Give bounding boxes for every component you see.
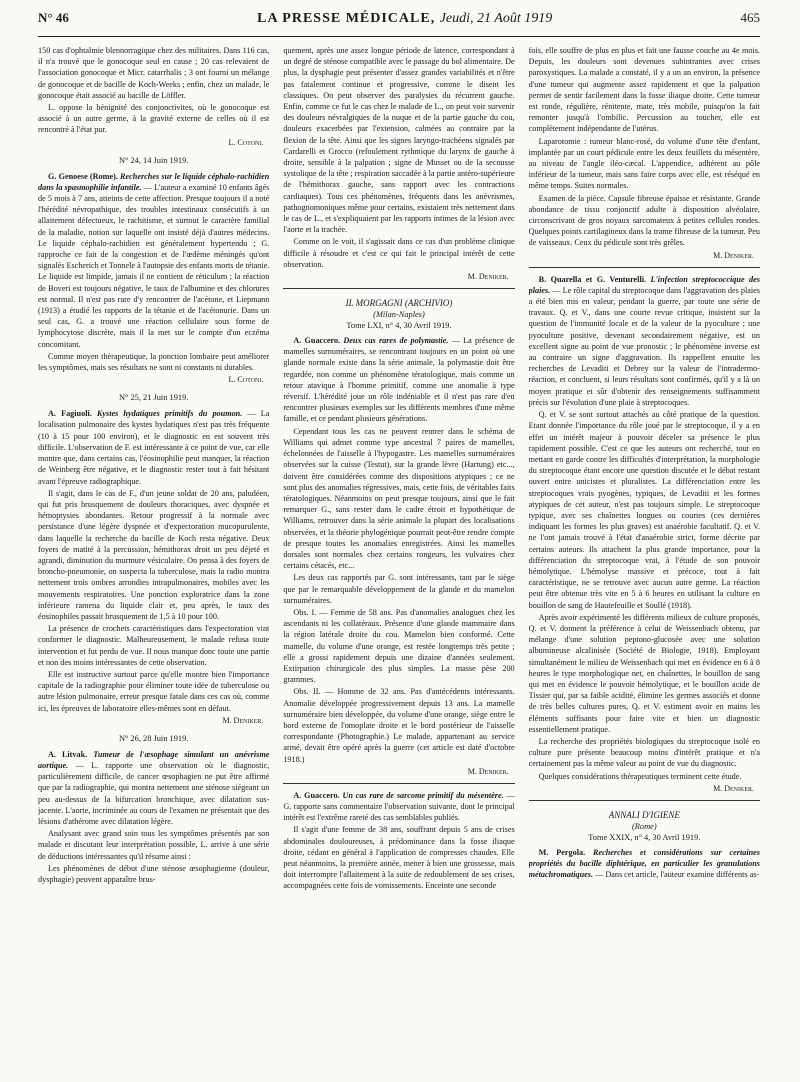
divider bbox=[283, 783, 514, 784]
signature: L. Cotoni. bbox=[228, 137, 264, 147]
article-author: M. Pergola. bbox=[538, 847, 586, 857]
paragraph: Il s'agit d'une femme de 38 ans, souffrant depuis 5 ans de crises abdominales douloureuses, à prédominance dans la fosse iliaque droite, cédant en général à l'application de compresses chaudes. Elle peut néanmoins, la première année, mener à bien une grossesse, mais doit interrompre l'allaitement à la suite de redoublement de ses crises, accompagnées cette fois de vomissements. Enceinte une seconde bbox=[283, 825, 515, 891]
article-title: Kystes hydatiques primitifs du poumon. bbox=[96, 409, 243, 419]
journal-volume: Tome LXI, n° 4, 30 Avril 1919. bbox=[346, 321, 452, 331]
paragraph: Laparotomie : tumeur blanc-rosé, du volume d'une tête d'enfant, implantée par un court pédicule entre les deux feuillets du mésentère, au niveau de l'angle iléo-cæcal. L'appendice, adhérent au pôle inférieur de la tumeur, mais sans faire corps avec elle, est réséqué en même temps. Suites normales. bbox=[528, 136, 760, 191]
article-author: B. Quarella et G. Venturelli. bbox=[538, 274, 647, 284]
journal-title: ANNALI D'IGIENE bbox=[608, 809, 680, 820]
paragraph: Analysant avec grand soin tous les symptômes présentés par son malade et discutant leur interprétation possible, L. arrive à une série de déductions intéressantes qu'il résume ainsi : bbox=[38, 829, 270, 861]
paragraph: quement, après une assez longue période de latence, correspondant à un degré de sténose compatible avec le passage du bol alimentaire. De plus, la dysphagie peut présenter d'assez grandes variabilités et n'être pas fatalement continue et progressive, comme le disent les classiques. On peut observer des paralysies du récurrent gauche. Enfin, comme ce fut le cas chez le malade de L., on peut voir survenir des douleurs névralgiques de la nuque et de la partie gauche du cou, douleurs exacerbées par l'extension, calmées au contraire par la flexion de la tête. Ainsi que les signes laryngo-trachéens signalés par Cardarelli et Grocco (refoulement rythmique du larynx de gauche à droite, sensible à la palpation ; signe de Musset ou de la secousse systolique de la tête ; respiration saccadée à la partie antéro-supérieure de l'hémithorax gauche, sans rapport avec les contractions cardiaques). Tous ces phénomènes, fréquents dans les anévrismes, pathognomoniques même pour certains, existaient très nettement dans le cas de L., et s'expliquaient par les rapports intimes de la lésion avec l'aorte et la trachée. bbox=[283, 46, 515, 235]
article-body: — La présence de mamelles surnuméraires, se rencontrant toujours en un point où une glande normale existe dans la série animale, la polymastie doit être regardée, non comme un phénomène tératologique, mais comme un retour atavique à l'homme primitif, comme une anomalie à type réversif. L'hérédité joue un rôle indéniable et il n'est pas rare d'en rencontrer plusieurs exemples sur les différents membres d'une même famille, et ce pendant plusieurs générations. bbox=[283, 336, 515, 424]
paragraph: Les deux cas rapportés par G. sont intéressants, tant par le siège que par le remarquable développement de la glande et du mamelon surnuméraires. bbox=[283, 573, 515, 605]
signature: M. Deniker. bbox=[713, 250, 754, 260]
article-author: A. Litvak. bbox=[48, 749, 88, 759]
article bbox=[529, 847, 760, 881]
signature: M. Deniker. bbox=[222, 715, 264, 725]
journal-location: (Milan-Naples) bbox=[373, 310, 425, 320]
divider bbox=[529, 800, 760, 801]
paragraph: La recherche des propriétés biologiques du streptocoque isolé en culture pure présente beaucoup moins d'intérêt pratique et n'a certainement pas la même valeur au point de vue du diagnostic. bbox=[528, 736, 760, 769]
page-number: 465 bbox=[740, 10, 760, 25]
signature: M. Deniker. bbox=[713, 783, 754, 793]
page-header bbox=[38, 10, 760, 37]
article-author: A. Guaccero. bbox=[293, 336, 341, 346]
paragraph: Obs. II. — Homme de 32 ans. Pas d'antécédents intéressants. Anomalie développée progressivement depuis 13 ans. La mamelle surnuméraire bien développée, du volume d'une orange, siège entre le bord externe de l'omoplate droite et le bord postérieur de l'aisselle correspondante (Photographie.) Le malade, appartenant au service armé, devait être opéré après la guerre (cet article est daté d'octobre 1918.) bbox=[283, 687, 515, 764]
issue-number: N° 46 bbox=[38, 10, 69, 25]
paragraph: Cependant tous les cas ne peuvent rentrer dans le schéma de Williams qui admet comme type ancestral 7 paires de mamelles, échelonnées de l'aisselle à l'hypogastre. Les mamelles surnuméraires observées sur la cuisse (Testut), sur la grande lèvre (Hartung) etc..., doivent être considérées comme des dispositions atypiques ; ce ne sont plus des anomalies régressives, mais, cette fois, de véritables faits tératologiques. Néanmoins on peut presque toujours, ainsi que le fait remarquer G., sans rester dans le cadre étroit et hypothétique de Williams, retrouver dans la série animale la plupart des localisations observées, et la théorie phylogénique pourrait peut-être rendre compte de presque toutes les anomalies enregistrées. Ainsi les mamelles dorsales sont normales chez certains rongeurs, les vulvaires chez certains cétacés, etc... bbox=[283, 426, 515, 571]
paragraph: fois, elle souffre de plus en plus et fait une fausse couche au 4e mois. Depuis, les douleurs sont devenues subintrantes avec crises paroxystiques. La malade a constaté, il y a un an environ, la présence d'une tumeur qui augmente assez rapidement et que la palpation permet de sentir facilement dans la fosse iliaque droite. Cette tumeur est ronde, régulière, rénitente, mate, très mobile, puisqu'on la fait remonter jusqu'à l'ombilic. Percussion au toucher, elle est complètement indépendante de l'utérus. bbox=[528, 46, 760, 134]
article-body: — L'auteur a examiné 10 enfants âgés de 5 mois à 7 ans, atteints de cette affection. Presque toujours il a noté l'hérédité névropathique, des troubles intestinaux consécutifs à un allaitement défectueux, le rachitisme, et surtout le caractère familial de la maladie, notion sur laquelle ont insisté déjà d'autres médecins. Le liquide céphalo-rachidien est généralement hypertendu ; G. rapproche ce fait de la congestion et de l'œdème méningés qu'ont signalés Escherich et Tonnele à l'autopsie des enfants morts de tétanie. Le liquide est limpide, jamais il ne contient de réticulum ; la réaction de Boveri est toujours négative, le taux de l'albumine et des chlorures est normal. Il n'est pas rare d'y rencontrer de l'acétone, et Liepmann (1913) a étudié les rapports de la tétanie et de l'acétonurie. Dans un seul cas, G. a trouvé une réaction cellulaire sous forme de lymphocytose discrète, mais il la met sur le compte d'un eczéma concomitant. bbox=[38, 182, 270, 349]
paragraph: Obs. I. — Femme de 58 ans. Pas d'anomalies analogues chez les ascendants ni les collatéraux. Présence d'une glande mammaire dans la région latérale droite du cou. Mamelon bien conformé. Cette mamelle, du volume d'une orange, est restée longtemps très petite ; elle a grossi rapidement depuis une dizaine d'années seulement. Extirpation chirurgicale des plus simples. La masse pèse 200 grammes. bbox=[283, 607, 515, 685]
article-author: A. Fagiuoli. bbox=[48, 409, 92, 419]
paragraph: Elle est instructive surtout parce qu'elle montre bien l'importance capitale de la radiographie pour éliminer toute idée de tuberculose ou autre lésion pulmonaire, erreur presque fatale dans ces cas où, comme ici, les épreuves de laboratoire elles-mêmes sont en défaut. bbox=[38, 669, 270, 713]
article-body: — L. rapporte une observation où le diagnostic, particulièrement difficile, de cancer œsophagien ne put être affirmé que par la radiographie, qui montra nettement une sténose siégeant un peu au-dessus de la bifurcation bronchique, avec dilatation sus-jacente. L'aorte, incriminée au cours de l'examen ne présentait que des lésions d'athérome avec dilatation légère. bbox=[38, 760, 270, 826]
paragraph: L. oppose la bénignité des conjonctivites, où le gonocoque est associé à un autre germe, à la gravité externe de celles où il est rencontré à l'état pur. bbox=[38, 103, 270, 135]
paragraph: La présence de crochets caractéristiques dans l'expectoration vint conformer le diagnostic. Malheureusement, le malade refusa toute intervention et fut perdu de vue. Il nous manque donc toute une partie et non des moins intéressantes de cette observation. bbox=[38, 624, 270, 667]
article bbox=[38, 408, 269, 486]
paragraph: Après avoir expérimenté les différents milieux de culture proposés, Q. et V. donnent la préférence à celui de Weissenbach obtenu, par mélange d'une solution peptono-glucosée avec une solution albumineuse alcalinisée (Société de Biologie, 1918). Employant simultanément le milieu de Weissenbach qui met en évidence en 6 à 8 heures le type morphologique net, en chaînettes, le bouillon de sang qui met en évidence le pouvoir hémolytique, et le bouillon acide de Tissier qui, par sa faible acidité, élimine les germes associés et donne de très belles cultures pures, Q. et V. estiment avoir en mains les éléments suffisants pour faire vite et bien un diagnostic essentiellement pratique. bbox=[528, 612, 760, 734]
article-body: — Dans cet article, l'auteur examine différents as- bbox=[595, 870, 760, 880]
article-body: — La localisation pulmonaire des kystes hydatiques n'est pas très fréquente (10 à 15 pour 100 environ), et le diagnostic en est souvent très difficile. L'observation de F. est intéressante à ce point de vue, car elle montre que, dans certains cas, l'éosinophilie peut manquer, la réaction de Weinberg être négative, et le diagnostic rester tout à fait hésitant avant l'épreuve radiographique. bbox=[38, 409, 270, 486]
article-title: Un cas rare de sarcome primitif du mésentère. bbox=[342, 790, 504, 800]
article-author: A. Guaccero. bbox=[293, 790, 340, 800]
issue-separator: N° 24, 14 Juin 1919. bbox=[118, 155, 189, 165]
column-3 bbox=[529, 45, 760, 1075]
article-columns bbox=[38, 45, 760, 1075]
paragraph: Comme moyen thérapeutique, la ponction lombaire peut améliorer les symptômes, mais ses résultats ne sont ni constants ni durables. bbox=[38, 351, 270, 373]
issue-date: Jeudi, 21 Août 1919 bbox=[439, 11, 553, 26]
paragraph: 150 cas d'ophtalmie blennorragique chez des militaires. Dans 116 cas, il n'a trouvé que le gonocoque seul en cause ; 20 cas relevaient de l'association gonocoque et Micr. catarrhalis ; 3 ont fourni un mélange de gonocoque et de bacille de Koch-Weeks ; enfin, chez un malade, le gonocoque était associé au bacille de Löffler. bbox=[38, 46, 270, 100]
paragraph: Examen de la pièce. Capsule fibreuse épaisse et résistante. Grande abondance de tissu conjonctif adulte à disposition alvéolaire, circonscrivant de gros noyaux sarcomateux à petites cellules rondes. Quelques points cartilagineux dans la trame fibreuse de la tumeur. Peu de vaisseaux. Ceux du pédicule sont très grêles. bbox=[528, 193, 760, 248]
journal-name: LA PRESSE MÉDICALE, bbox=[257, 11, 436, 26]
article bbox=[38, 749, 269, 827]
issue-separator: N° 25, 21 Juin 1919. bbox=[118, 393, 189, 403]
signature: M. Deniker. bbox=[467, 272, 509, 282]
signature: M. Deniker. bbox=[467, 766, 509, 776]
column-1 bbox=[38, 45, 269, 1075]
journal-location: (Rome) bbox=[631, 821, 657, 831]
article bbox=[38, 171, 269, 350]
journal-title: IL MORGAGNI (ARCHIVIO) bbox=[345, 298, 453, 309]
article-author: G. Genoese (Rome). bbox=[48, 171, 118, 181]
article-title: Tumeur de l'œsophage simulant un anévrisme aortique. bbox=[38, 749, 270, 770]
divider bbox=[529, 267, 760, 268]
article bbox=[283, 335, 514, 425]
divider bbox=[283, 288, 514, 289]
column-2 bbox=[283, 45, 514, 1075]
paragraph: Les phénomènes de début d'une sténose œsophagienne (douleur, dysphagie) peuvent apparaître brus- bbox=[38, 863, 270, 884]
article-title: Recherches et considérations sur certaines propriétés du bacille diphtérique, en particulier les granulations métachromatiques. bbox=[528, 847, 760, 880]
article bbox=[283, 790, 514, 824]
article-body: — Le rôle capital du streptocoque dans l'aggravation des plaies a été bien mis en valeur, pendant la guerre, par toute une série de travaux. Q. et V., dans une courte revue critique, insistent sur la question de l'immunité locale et de la valeur de la pyoculture ; une pyoculture positive, devenant secondairement négative, est un excellent signe au point de vue pronostic ; le phénomène inverse est au contraire un signe d'aggravation. Ils rappellent ensuite les recherches de Levaditi et Debrey sur la valeur de l'intradermo-réaction, et concluent, si leurs résultats sont confirmés, qu'il y a là un moyen pratique et sûr d'obtenir des renseignements suffisamment précis sur l'évolution d'une plaie à streptocoques. bbox=[528, 285, 760, 407]
article-title: Recherches sur le liquide céphalo-rachidien dans la spasmophilie infantile. bbox=[38, 171, 270, 192]
article-body: — G. rapporte sans commentaire l'observation suivante, dont le principal intérêt est l'extrême rareté des cas semblables publiés. bbox=[283, 790, 515, 823]
paragraph: Comme on le voit, il s'agissait dans ce cas d'un problème clinique difficile à résoudre et c'est ce qui fait le principal intérêt de cette observation. bbox=[283, 237, 515, 269]
article bbox=[529, 274, 760, 408]
paragraph: Il s'agit, dans le cas de F., d'un jeune soldat de 20 ans, paludéen, qui fut pris brusquement de douleurs thoraciques, avec dyspnée et hémoptysies abondantes. Retour progressif à la normale avec persistance d'une légère dyspnée et d'expectoration mucopurulente, dans laquelle la recherche du bacille de Koch resta négative. Deux foyers de matité à la percussion, hémithorax droit un peu déjeté et agrandi, diminution du murmure vésiculaire. On pensa à des foyers de broncho-pneumonie, on suspecta la tuberculose, mais la radio montra nettement trois ombres arrondies intrapulmonaires, mobiles avec les mouvements respiratoires. Une ponction exploratrice dans la zone inférieure ramena du liquide clair et, peu après, le taux des éosinophiles passait brusquement de 1,5 à 10 pour 100. bbox=[38, 488, 270, 621]
paragraph: Quelques considérations thérapeutiques terminent cette étude. bbox=[538, 771, 742, 781]
signature: L. Cotoni. bbox=[228, 375, 264, 385]
journal-volume: Tome XXIX, n° 4, 30 Avril 1919. bbox=[588, 832, 701, 842]
article-title: Deux cas rares de polymastie. bbox=[343, 336, 449, 346]
masthead bbox=[257, 11, 552, 27]
paragraph: Q. et V. se sont surtout attachés au côté pratique de la question. Etant donnée l'importance du rôle joué par le streptocoque, il y a en effet un intérêt majeur à pouvoir déceler sa présence le plus rapidement possible. C'est ce que les auteurs ont recherché, tout en mettant en garde contre les difficultés d'interprétation, la morphologie du streptocoque étant encore une question discutée et le débat restant ouvert entre unicistes et pluralistes. La différenciation entre les streptocoques vrais pyogènes, typiques, de Levaditi et les formes atypiques de cet auteur, n'est pas toujours simple. Le streptocoque typique, avec ses chaînettes longues ou courtes (ces dernières indiquant les formes les plus graves) est anaérobie facultatif. Q. et V. ne l'ont jamais trouvé à l'état d'anaérobie strict, forme décrite par certains auteurs. Ils attachent la plus grande importance, pour la différenciation du streptocoque vrai, à l'étude de son pouvoir hémolytique. L'hémolyse massive et précoce, tout à fait caractéristique, ne se retrouve avec aucun autre germe. La réaction peut être obtenue très vite en 5 à 6 heures en utilisant la culture en bouillon de sang de Hautefeuille et Soullé (1918). bbox=[528, 410, 760, 610]
article-title: L'infection streptococcique des plaies. bbox=[528, 274, 760, 295]
issue-separator: N° 26, 28 Juin 1919. bbox=[118, 733, 189, 743]
